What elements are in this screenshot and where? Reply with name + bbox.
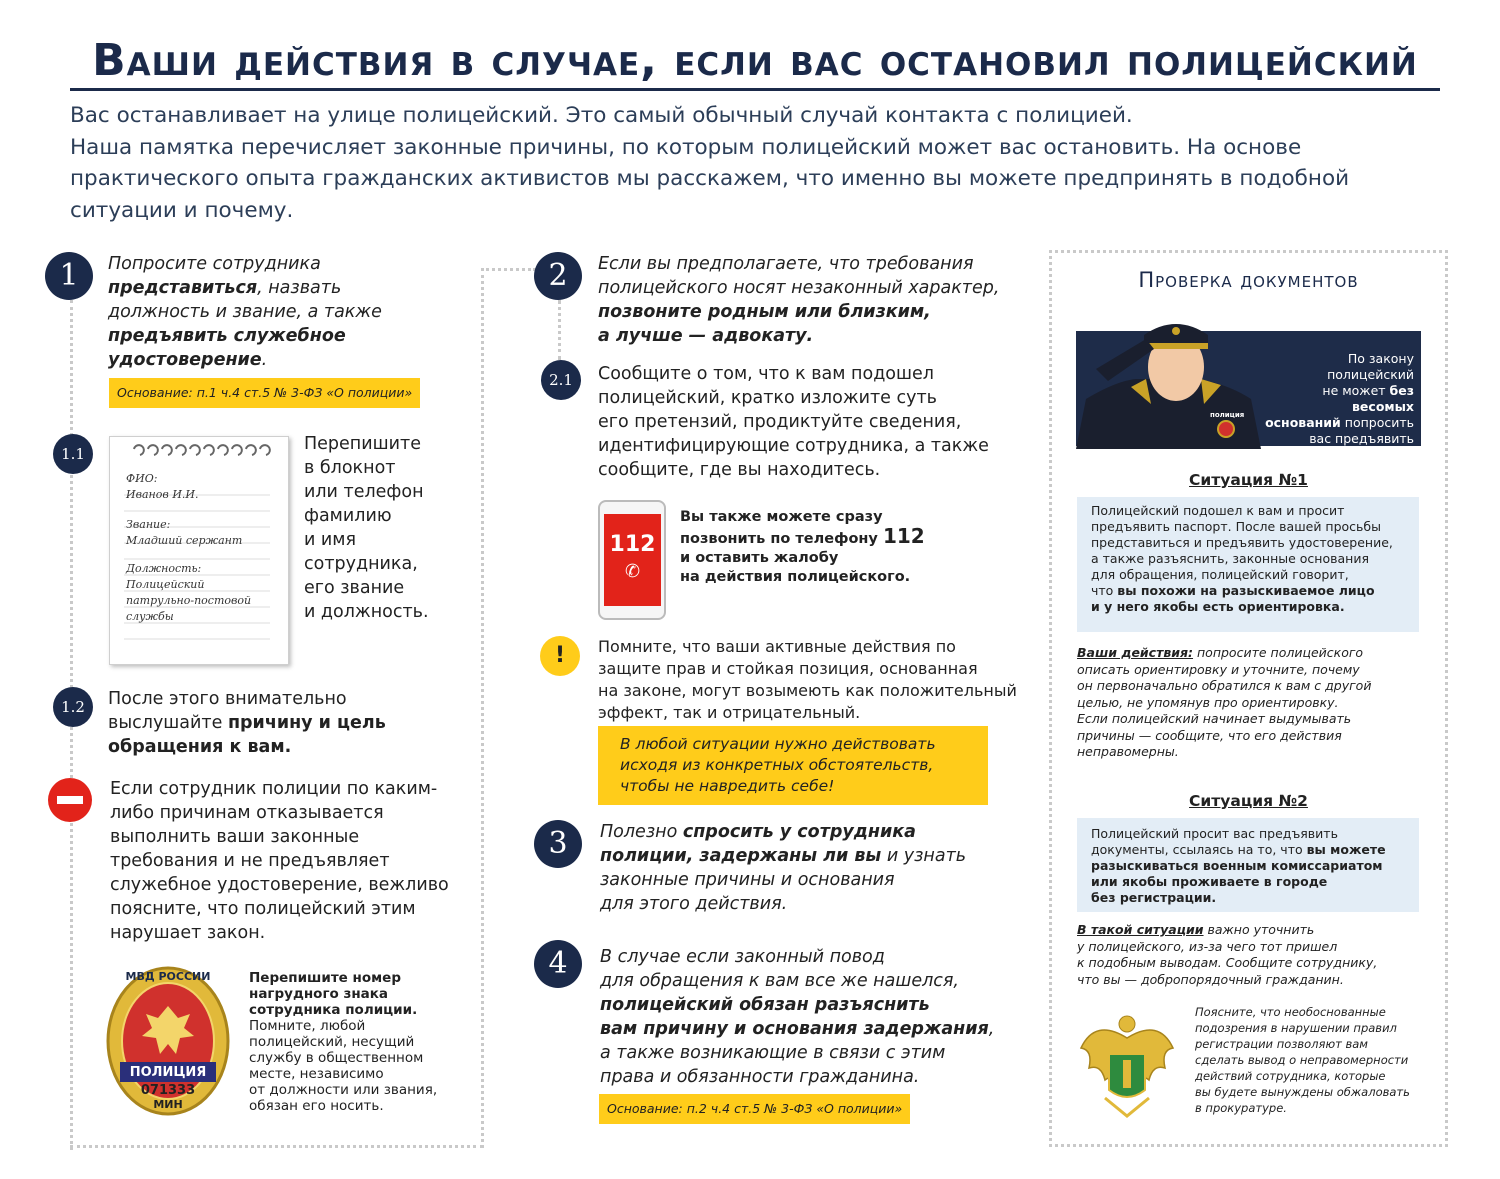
step-2-text: Если вы предполагаете, что требования полицейского носят незаконный характер, позвоните родным или близким, а лучше — адвокату. xyxy=(598,254,1000,346)
prosecutor-emblem-icon xyxy=(1075,1008,1179,1120)
badge-region: МИН xyxy=(153,1098,183,1111)
page-title: Ваши действия в случае, если вас остановил полицейский xyxy=(70,36,1440,91)
notepad xyxy=(109,436,289,665)
police-badge xyxy=(106,966,230,1116)
step-3-badge: 3 xyxy=(534,820,582,868)
phone-text: Вы также можете сразу позвонить по телефону 112 и оставить жалобу на действия полицейского. xyxy=(680,509,925,585)
stop-text: Если сотрудник полиции по каким- либо причинам отказывается выполнить ваши законные требования и не предъявляет служебное удостоверение, вежливо поясните, что полицейский этим нарушает закон. xyxy=(110,779,449,943)
prosecutor-text: Поясните, что необоснованные подозрения в нарушении правил регистрации позволяют вам сделать вывод о неправомерности действий сотрудника, которые вы будете вынуждены обжаловать в прокуратуре. xyxy=(1195,1005,1410,1115)
situation-2-actions: В такой ситуации важно уточнить у полицейского, из-за чего тот пришел к подобным выводам. Сообщите сотруднику, что вы — добропорядочный гражданин. xyxy=(1077,922,1378,987)
step-1-1-text: Перепишите в блокнот или телефон фамилию и имя сотрудника, его звание и должность. xyxy=(304,434,429,622)
intro-line: Вас останавливает на улице полицейский. Это самый обычный случай контакта с полицией. xyxy=(70,103,1133,128)
badge-text: Перепишите номер нагрудного знака сотрудника полиции. Помните, любой полицейский, несущий службу в общественном месте, независимо от должности или звания, обязан его носить. xyxy=(249,970,438,1114)
step-1-2-text: После этого внимательно выслушайте причину и цель обращения к вам. xyxy=(108,689,386,757)
stop-icon xyxy=(48,778,92,822)
warning-box: В любой ситуации нужно действовать исходя из конкретных обстоятельств, чтобы не навредить себе! xyxy=(598,726,988,805)
badge-number: 071333 xyxy=(140,1083,196,1098)
warning-icon: ! xyxy=(540,636,580,676)
step-1-2-badge: 1.2 xyxy=(53,687,93,727)
officer-text: По закону полицейский не может без весомых оснований попросить вас предъявить паспорт! xyxy=(1265,351,1414,462)
badge-police: ПОЛИЦИЯ xyxy=(129,1065,207,1080)
step-4-text: В случае если законный повод для обращения к вам все же нашелся, полицейский обязан разъяснить вам причину и основания задержания, а также возникающие в связи с этим права и обязанности гражданина. xyxy=(600,947,995,1087)
notepad-handwriting: ФИО: Иванов И.И. Звание: Младший сержант Должность: Полицейский патрульно-постовой службы xyxy=(126,472,252,623)
intro xyxy=(70,100,1450,226)
step-4-badge: 4 xyxy=(534,940,582,988)
step-2-1-text: Сообщите о том, что к вам подошел полицейский, кратко изложите суть его претензий, продиктуйте сведения, идентифицирующие сотрудника, а также сообщите, где вы находитесь. xyxy=(598,364,989,480)
step-2-1-badge: 2.1 xyxy=(541,360,581,400)
intro-line: Наша памятка перечисляет законные причины, по которым полицейский может вас остановить. На основе xyxy=(70,134,1302,160)
bottom-dotted-line xyxy=(70,1145,483,1148)
center-dotted-line xyxy=(481,268,484,1148)
panel-title: Проверка документов xyxy=(1138,268,1359,292)
step-4-basis: Основание: п.2 ч.4 ст.5 № 3-ФЗ «О полиции» xyxy=(599,1094,910,1124)
situation-2-box: Полицейский просит вас предъявить документы, ссылаясь на то, что вы можете разыскиваться военным комиссариатом или якобы проживаете в городе без регистрации. xyxy=(1077,818,1419,912)
situation-2-title: Ситуация №2 xyxy=(1189,792,1308,810)
step-1-basis: Основание: п.1 ч.4 ст.5 № 3-ФЗ «О полиции» xyxy=(109,378,420,408)
intro-line: практического опыта гражданских активистов мы расскажем, что именно вы можете предпринять в подобной xyxy=(70,166,1350,191)
situation-1-actions: Ваши действия: попросите полицейского описать ориентировку и уточните, почему он первоначально обратился к вам с другой целью, не упомянув про ориентировку. Если полицейский начинает выдумывать причины — сообщите, что его действия неправомерны. xyxy=(1077,645,1372,759)
step-2-badge: 2 xyxy=(534,252,582,300)
officer-chest: полиция xyxy=(1210,411,1245,419)
step-3-text: Полезно спросить у сотрудника полиции, задержаны ли вы и узнать законные причины и основания для этого действия. xyxy=(600,822,967,914)
mid-dotted-line xyxy=(558,300,561,360)
intro-line: ситуации и почему. xyxy=(70,197,294,223)
step-1-text: Попросите сотрудника представиться, назвать должность и звание, а также предъявить служебное удостоверение. xyxy=(108,254,382,370)
officer-banner xyxy=(1076,331,1421,462)
phone-screen: 112 ✆ xyxy=(604,514,661,606)
connector-dotted-line xyxy=(481,268,536,271)
warning-text: Помните, что ваши активные действия по защите прав и стойкая позиция, основанная на законе, могут возымеють как положительный эффект, так и отрицательный. xyxy=(598,637,1017,722)
phone-icon xyxy=(598,500,666,620)
step-1-1-badge: 1.1 xyxy=(53,434,93,474)
situation-1-box: Полицейский подошел к вам и просит предъявить паспорт. После вашей просьбы представиться и предъявить удостоверение, а также разъяснить, законные основания для обращения, полицейский говорит, что вы похожи на разыскиваемое лицо и у него якобы есть ориентировка. xyxy=(1077,497,1419,632)
badge-top: МВД РОССИИ xyxy=(125,970,211,983)
officer-icon xyxy=(1076,309,1276,449)
situation-1-title: Ситуация №1 xyxy=(1189,471,1308,489)
step-1-badge: 1 xyxy=(45,252,93,300)
